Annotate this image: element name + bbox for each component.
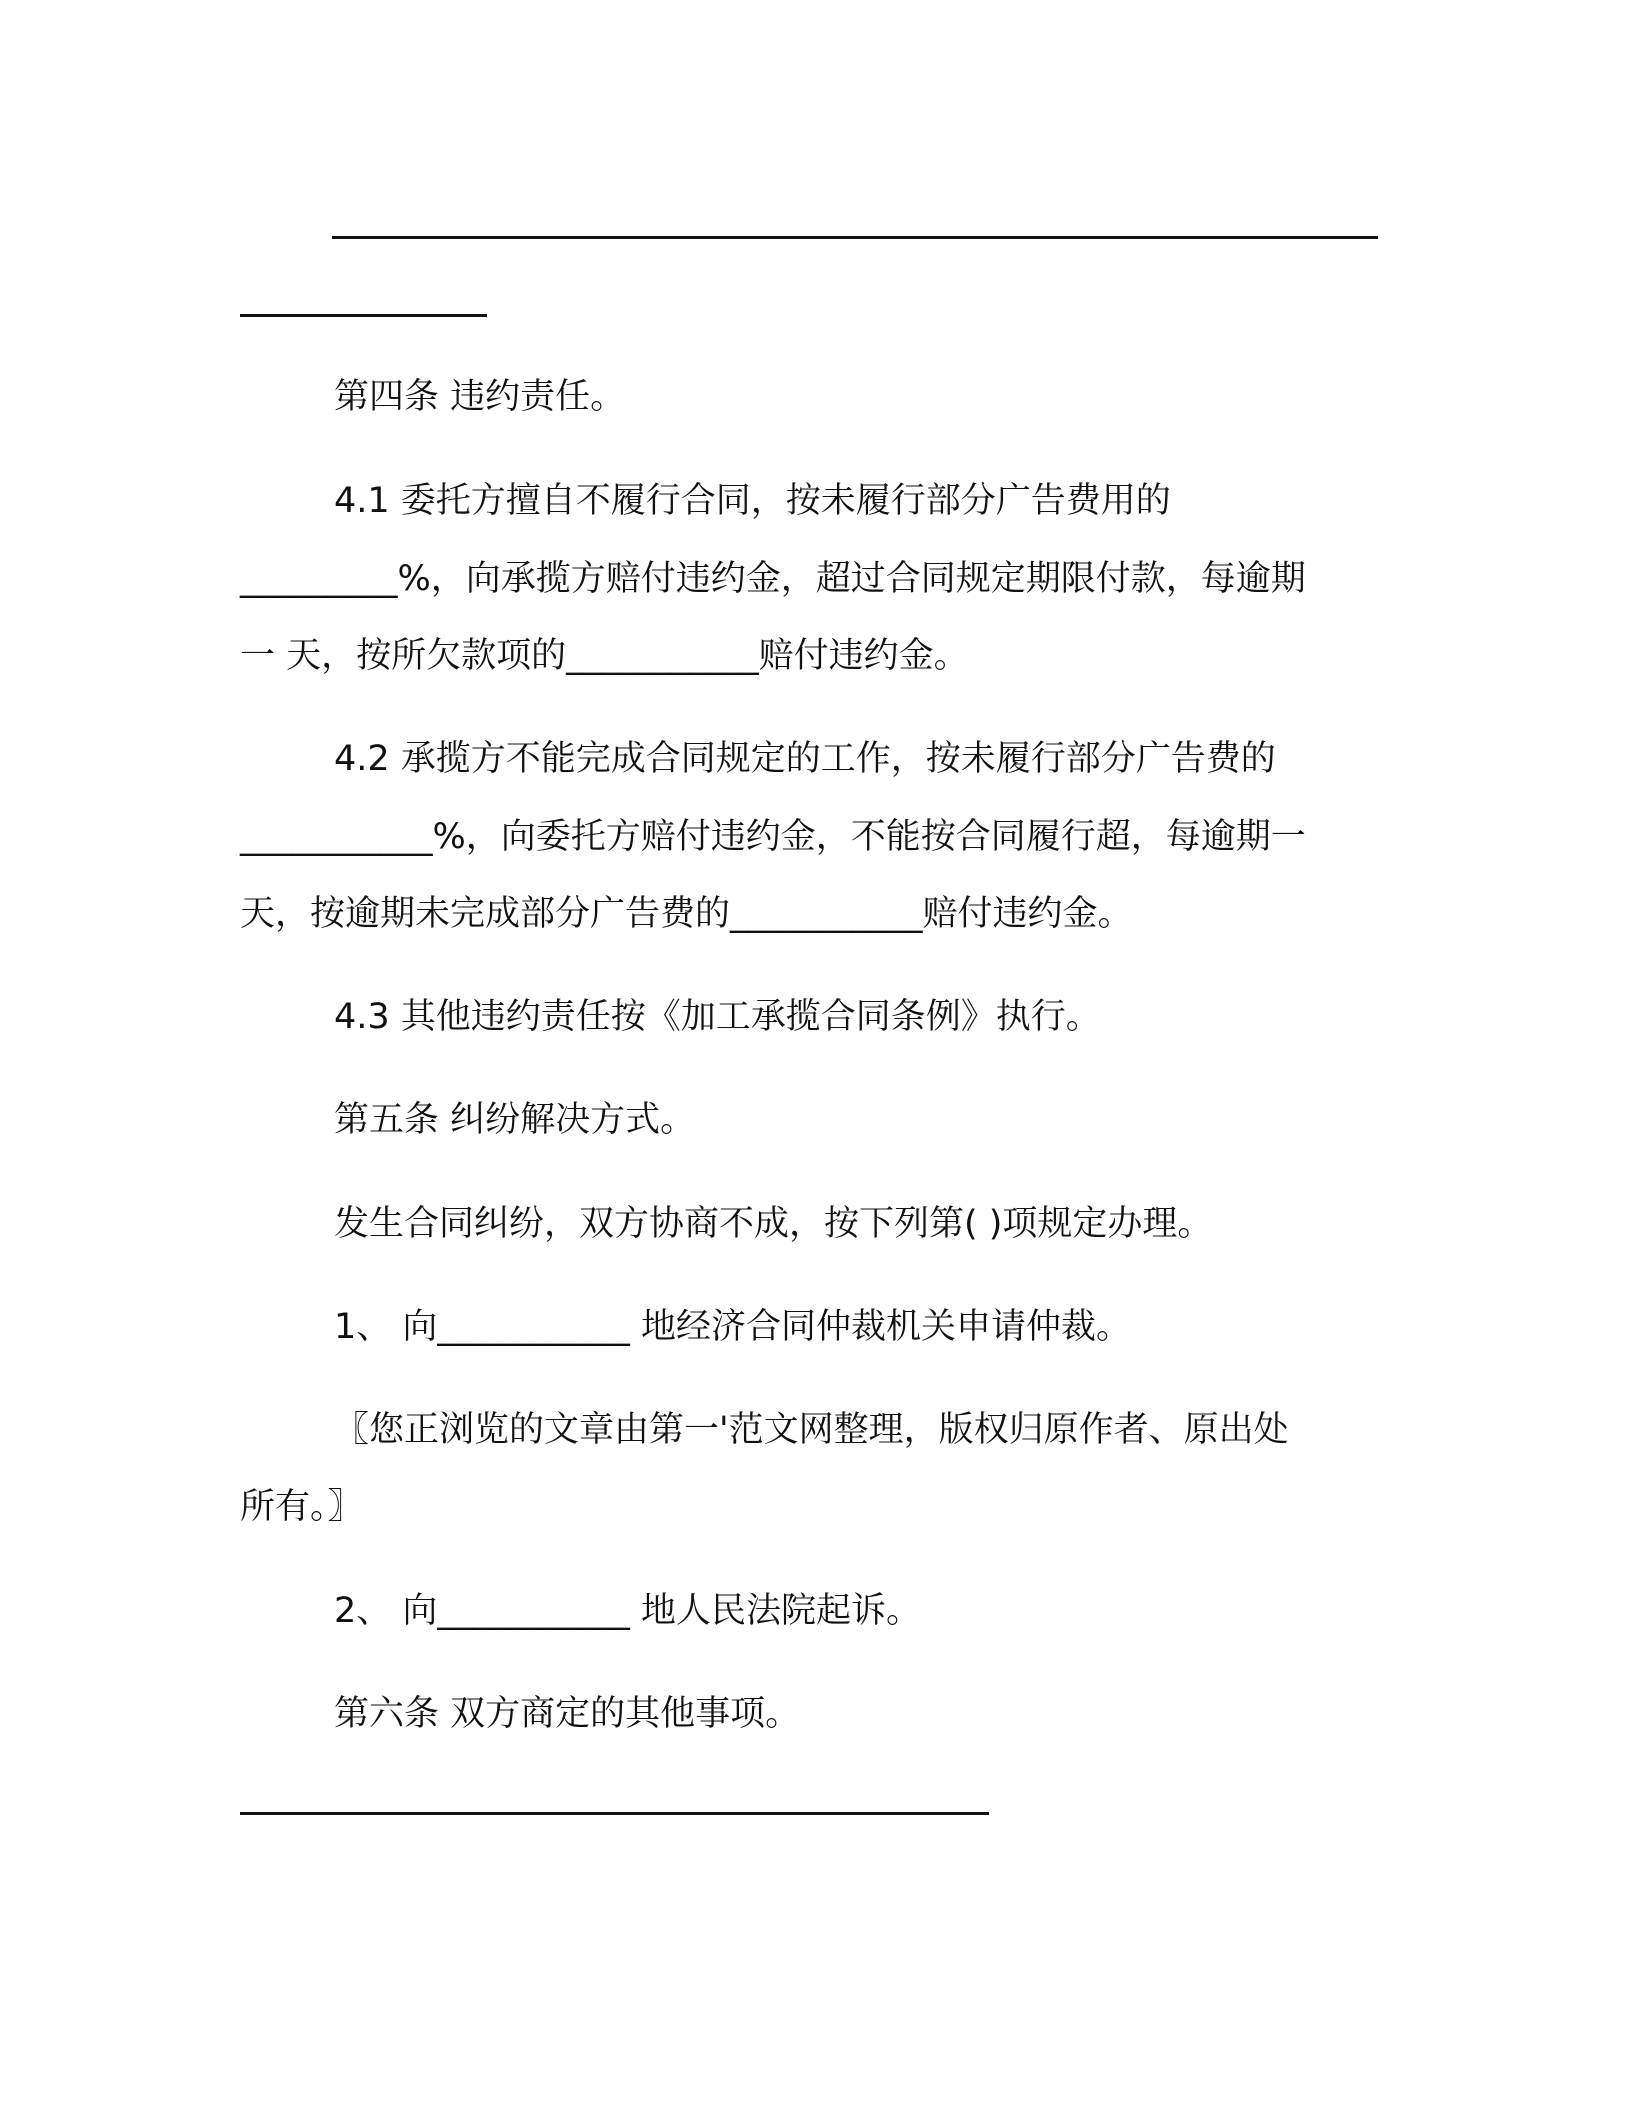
source-notice-line-1: 〖您正浏览的文章由第一'范文网整理，版权归原作者、原出处 bbox=[334, 1410, 1289, 1450]
clause-4-1-line-3: 一 天，按所欠款项的___________赔付违约金。 bbox=[240, 636, 969, 676]
clause-4-2-line-1: 4.2 承揽方不能完成合同规定的工作，按未履行部分广告费的 bbox=[334, 739, 1276, 779]
dispute-intro: 发生合同纠纷，双方协商不成，按下列第( )项规定办理。 bbox=[334, 1204, 1213, 1244]
article-5-heading: 第五条 纠纷解决方式。 bbox=[334, 1100, 696, 1140]
article-4-heading: 第四条 违约责任。 bbox=[334, 377, 626, 417]
blank-rule-bottom bbox=[240, 1812, 989, 1815]
blank-rule-top-1 bbox=[332, 236, 1378, 239]
source-notice-line-2: 所有。〗 bbox=[240, 1487, 363, 1527]
dispute-option-2: 2、 向___________ 地人民法院起诉。 bbox=[334, 1591, 922, 1631]
article-6-heading: 第六条 双方商定的其他事项。 bbox=[334, 1694, 801, 1734]
clause-4-3: 4.3 其他违约责任按《加工承揽合同条例》执行。 bbox=[334, 997, 1101, 1037]
clause-4-1-line-2: _________%，向承揽方赔付违约金，超过合同规定期限付款，每逾期 bbox=[240, 559, 1306, 599]
blank-rule-top-2 bbox=[240, 314, 487, 317]
clause-4-2-line-3: 天，按逾期未完成部分广告费的___________赔付违约金。 bbox=[240, 894, 1133, 934]
clause-4-2-line-2: ___________%，向委托方赔付违约金，不能按合同履行超，每逾期一 bbox=[240, 817, 1306, 857]
dispute-option-1: 1、 向___________ 地经济合同仲裁机关申请仲裁。 bbox=[334, 1307, 1132, 1347]
clause-4-1-line-1: 4.1 委托方擅自不履行合同，按未履行部分广告费用的 bbox=[334, 481, 1171, 521]
